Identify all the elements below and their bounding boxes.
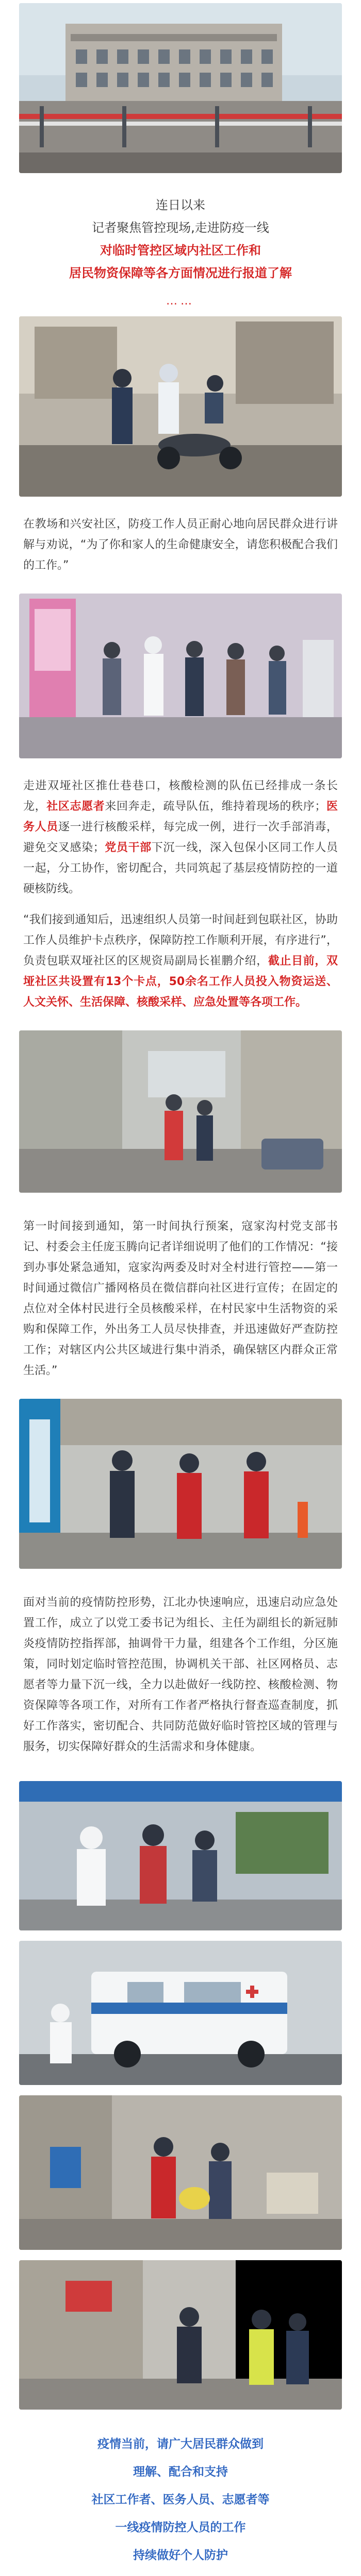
patrol-street-photo-icon bbox=[19, 2260, 342, 2410]
intro-line-1: 连日以来 bbox=[156, 198, 205, 212]
closing-line-4: 一线疫情防控人员的工作 bbox=[115, 2521, 246, 2534]
section-2-quote: “我们接到通知后，迅速组织人员第一时间赶到包联社区，协助工作人员维护卡点秩序，保障防控工作顺利开展，有序进行”，负责包联双垭社区的区规资局副局长崔鹏介绍， bbox=[23, 913, 338, 968]
photo-medical-staff bbox=[19, 1781, 342, 1930]
highlight-medical-staff: 医务人员 bbox=[23, 800, 338, 834]
section-1-paragraph: 在教场和兴安社区，防疫工作人员正耐心地向居民群众进行讲解与劝说，“为了你和家人的生命健康安全，请您积极配合我们的工作。” bbox=[23, 518, 338, 572]
section-2-text-c: 来回奔走，疏导队伍，维持着现场的秩序； bbox=[105, 800, 326, 813]
closing-line-3: 社区工作者、医务人员、志愿者等 bbox=[91, 2493, 270, 2506]
photo-checkpoint-scooter bbox=[19, 316, 342, 497]
photo-checkpoint-workers bbox=[19, 1399, 342, 1569]
alley-workers-photo-icon bbox=[19, 1030, 342, 1193]
section-2-text-a: 走进双垭社区推仕巷巷口，核酸检测的队伍已经排成一条长龙， bbox=[23, 779, 338, 813]
ambulance-photo-icon bbox=[19, 1941, 342, 2085]
supply-delivery-photo-icon bbox=[19, 2095, 342, 2250]
photo-patrol-street bbox=[19, 2260, 342, 2410]
intro-line-2: 记者聚焦管控现场,走进防疫一线 bbox=[92, 221, 269, 235]
highlight-volunteers: 社区志愿者 bbox=[46, 800, 105, 813]
section-4-paragraph: 面对当前的疫情防控形势，江北办快速响应，迅速启动应急处置工作，成立了以党工委书记为组长、主任为副组长的新冠肺炎疫情防控指挥部，抽调骨干力量，组建各个工作组，分区施策，同时划定临时管控范围，协调机关干部、社区网格员、志愿者等力量下沉一线，全力以赴做好一线防控、核酸检测、物资保障等各项工作，对所有工作者严格执行督查巡查制度，抓好工作落实，密切配合、共同防范做好临时管控区域的管理与服务，切实保障好群众的生活需求和身体健康。 bbox=[23, 1596, 338, 1753]
checkpoint-scooter-photo-icon bbox=[19, 316, 342, 497]
closing-line-6 bbox=[0, 2569, 361, 2576]
photo-supply-delivery bbox=[19, 2095, 342, 2250]
closing-line-5: 持续做好个人防护 bbox=[133, 2549, 228, 2562]
section-3-paragraph: 第一时间接到通知，第一时间执行预案，寇家沟村党支部书记、村委会主任庞玉腾向记者详细说明了他们的工作情况：“接到办事处紧急通知，寇家沟两委及时对全村进行管控——第一时间通过微信广播网格员在微信群向社区进行宣传；在固定的点位对全体村民进行全员核酸采样，在村民家中生活物资的采购和保障工作，外出务工人员尽快排查，并迅速做好严查防控工作；对辖区内公共区域进行集中消杀，确保辖区内群众正常生活。” bbox=[23, 1220, 338, 1377]
closing-line-2: 理解、配合和支持 bbox=[133, 2465, 228, 2479]
photo-ambulance bbox=[19, 1941, 342, 2085]
medical-staff-photo-icon bbox=[19, 1781, 342, 1930]
section-2-text-e: 逐一进行核酸采样，每完成一例，进行一次手部消毒，避免交叉感染； bbox=[23, 821, 338, 854]
section-2-paragraph-2 bbox=[23, 910, 338, 1013]
closing-line-1: 疫情当前，请广大居民群众做到 bbox=[97, 2437, 264, 2451]
ellipsis-divider: …… bbox=[166, 295, 195, 308]
photo-building-street bbox=[19, 3, 342, 173]
highlight-checkpoint-count: 截止目前，双垭社区共设置有13个卡点，50余名工作人员投入物资运送、人文关怀、生活保障、核酸采样、应急处置等各项工作。 bbox=[23, 955, 338, 1009]
section-2-paragraph-1 bbox=[23, 776, 338, 900]
photo-alley-workers bbox=[19, 1030, 342, 1193]
section-2-text-g: 下沉一线，深入包保小区同工作人员一起，分工协作，密切配合，共同筑起了基层疫情防控的一道硬核防线。 bbox=[23, 841, 338, 895]
checkpoint-workers-photo-icon bbox=[19, 1399, 342, 1569]
building-street-photo-icon bbox=[19, 3, 342, 173]
intro-line-3: 对临时管控区域内社区工作和 bbox=[100, 243, 261, 258]
intro-line-4: 居民物资保障等各方面情况进行报道了解 bbox=[69, 266, 292, 280]
closing-block bbox=[0, 2430, 361, 2576]
photo-testing-queue bbox=[19, 594, 342, 758]
intro-block bbox=[21, 194, 340, 284]
highlight-party-cadres: 党员干部 bbox=[104, 841, 152, 854]
testing-queue-photo-icon bbox=[19, 594, 342, 758]
